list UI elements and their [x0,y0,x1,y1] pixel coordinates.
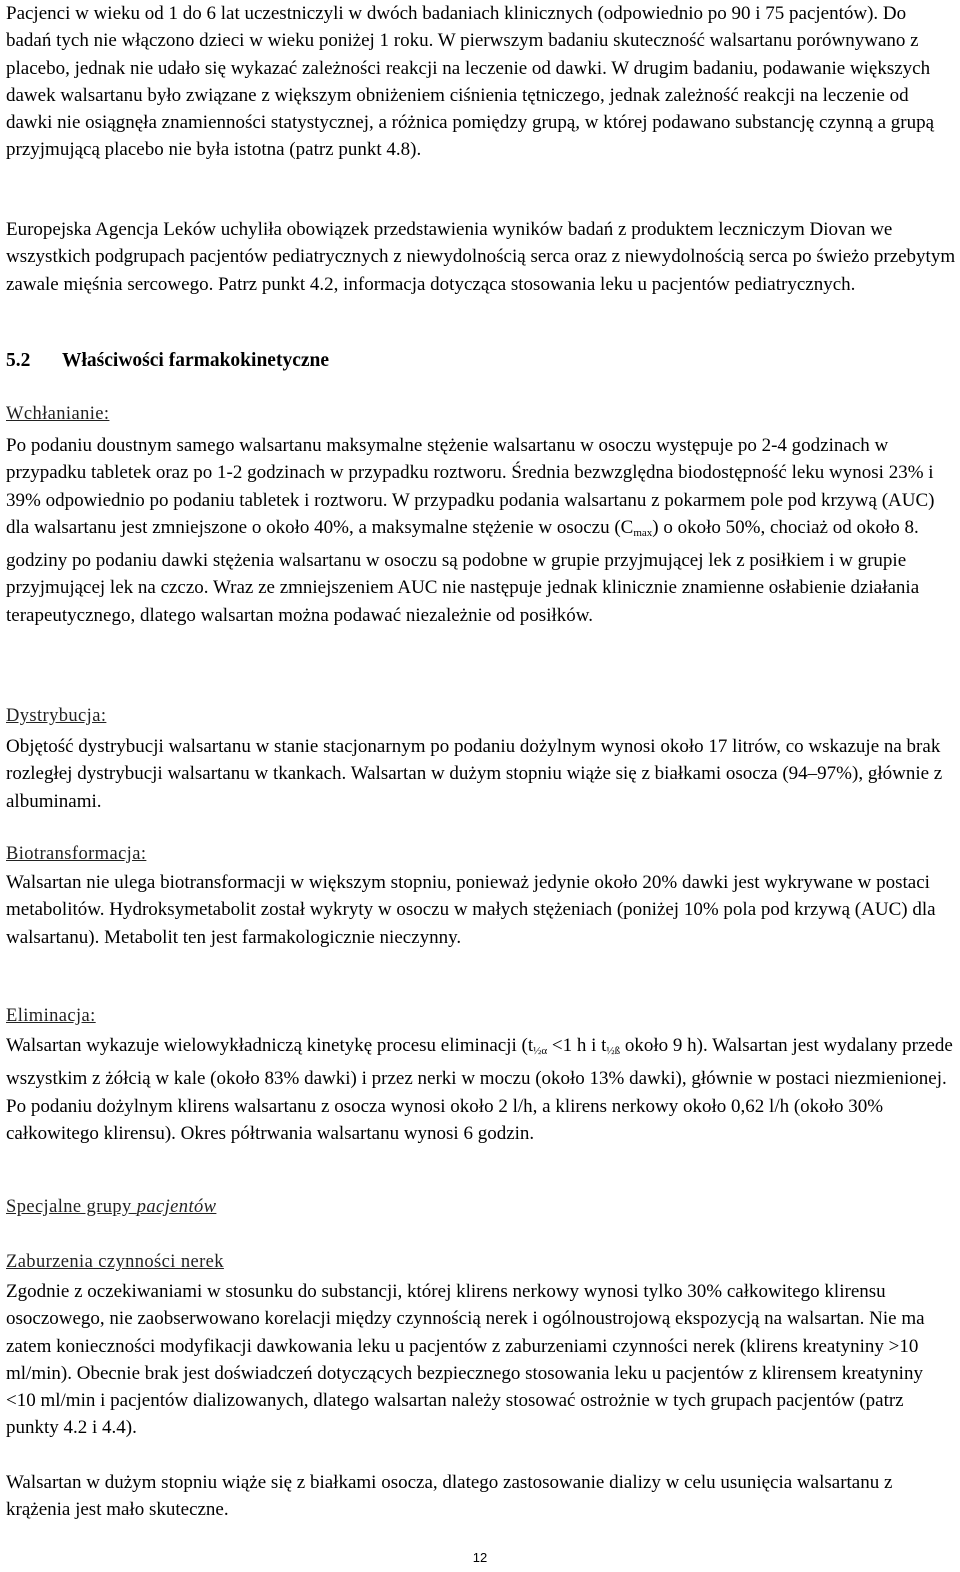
paragraph-renal-impairment: Zgodnie z oczekiwaniami w stosunku do substancji, której klirens nerkowy wynosi tylko 30% całkowitego klirensu osoczowego, nie zaobserwowano korelacji między czynnością nerek i ogólnoustrojową ekspozycją na walsartan. Nie ma zatem konieczności modyfikacji dawkowania leku u pacjentów z zaburzeniami czynności nerek (klirens kreatyniny >10 ml/min). Obecnie brak jest doświadczeń dotyczących bezpiecznego stosowania leku u pacjentów z klirensem kreatyniny <10 ml/min i pacjentów dializowanych, dlatego walsartan należy stosować ostrożnie w tych grupach pacjentów (patrz punkty 4.2 i 4.4). [6,1281,925,1439]
subheading-biotransformation: Biotransformacja: [6,844,147,864]
subheading-renal-impairment: Zaburzenia czynności nerek [6,1252,224,1272]
page-number: 12 [472,1550,488,1565]
paragraph-ema-waiver: Europejska Agencja Leków uchyliła obowiązek przedstawienia wyników badań z produktem leczniczym Diovan we wszystkich podgrupach pacjentów pediatrycznych z niewydolnością serca oraz z niewydolnością serca po świeżo przebytym zawale mięśnia sercowego. Patrz punkt 4.2, informacja dotycząca stosowania leku u pacjentów pediatrycznych. [6,219,956,295]
paragraph-biotransformation: Walsartan nie ulega biotransformacji w większym stopniu, ponieważ jedynie około 20% dawki jest wykrywane w postaci metabolitów. Hydroksymetabolit został wykryty w osoczu w małych stężeniach (poniżej 10% pola pod krzywą (AUC) dla walsartanu). Metabolit ten jest farmakologicznie nieczynny. [6,872,936,948]
section-title: Właściwości farmakokinetyczne [62,350,330,371]
section-heading [6,350,329,372]
paragraph-pediatric-studies: Pacjenci w wieku od 1 do 6 lat uczestniczyli w dwóch badaniach klinicznych (odpowiednio po 90 i 75 pacjentów). Do badań tych nie włączono dzieci w wieku poniżej 1 roku. W pierwszym badaniu skuteczność walsartanu porównywano z placebo, jednak nie udało się wykazać zależności reakcji na leczenie od dawki. W drugim badaniu, podawanie większych dawek walsartanu było związane z większym obniżeniem ciśnienia tętniczego, jednak zależność reakcji na leczenie od dawki nie osiągnęła znamienności statystycznej, a różnica pomiędzy grupą, w której podawano substancję czynną a grupą przyjmującą placebo nie była istotna (patrz punkt 4.8). [6,3,935,161]
subheading-absorption: Wchłanianie: [6,404,110,424]
subheading-special-groups: Specjalne grupy pacjentów [6,1197,217,1217]
subheading-elimination: Eliminacja: [6,1006,96,1026]
paragraph-distribution: Objętość dystrybucji walsartanu w stanie stacjonarnym po podaniu dożylnym wynosi około 17 litrów, co wskazuje na brak rozległej dystrybucji walsartanu w tkankach. Walsartan w dużym stopniu wiąże się z białkami osocza (94–97%), głównie z albuminami. [6,736,943,812]
subheading-distribution: Dystrybucja: [6,706,107,726]
paragraph-elimination: Walsartan wykazuje wielowykładniczą kinetykę procesu eliminacji ($t_{\frac{1}{2}\alpha} <1$ h i $t_{\frac{1}{2}ß}$ około 9 h). Walsartan jest wydalany przede wszystkim z żółcią w kale (około 83% dawki) i przez nerki w moczu (około 13% dawki), głównie w postaci niezmienionej. Po podaniu dożylnym klirens walsartanu z osocza wynosi około 2 l/h, a klirens nerkowy około 0,62 l/h (około 30% całkowitego klirensu). Okres półtrwania walsartanu wynosi 6 godzin. [6,1035,953,1144]
cmax-subscript: max [633,526,653,539]
paragraph-dialysis: Walsartan w dużym stopniu wiąże się z białkami osocza, dlatego zastosowanie dializy w celu usunięcia walsartanu z krążenia jest mało skuteczne. [6,1472,893,1521]
paragraph-absorption: Po podaniu doustnym samego walsartanu maksymalne stężenie walsartanu w osoczu występuje po 2-4 godzinach w przypadku tabletek oraz po 1-2 godzinach w przypadku roztworu. Średnia bezwzględna biodostępność leku wynosi 23% i 39% odpowiednio po podaniu tabletek i roztworu. W przypadku podania walsartanu z pokarmem pole pod krzywą (AUC) dla walsartanu jest zmniejszone o około 40%, a maksymalne stężenie w osoczu $(C_{max})$ o około 50%, chociaż od około 8. godziny po podaniu dawki stężenia walsartanu w osoczu są podobne w grupie przyjmującej lek z posiłkiem i w grupie przyjmującej lek na czczo. Wraz ze zmniejszeniem AUC nie następuje jednak klinicznie znamienne osłabienie działania terapeutycznego, dlatego walsartan można podawać niezależnie od posiłków. [6,435,935,626]
section-number: 5.2 [6,350,31,371]
